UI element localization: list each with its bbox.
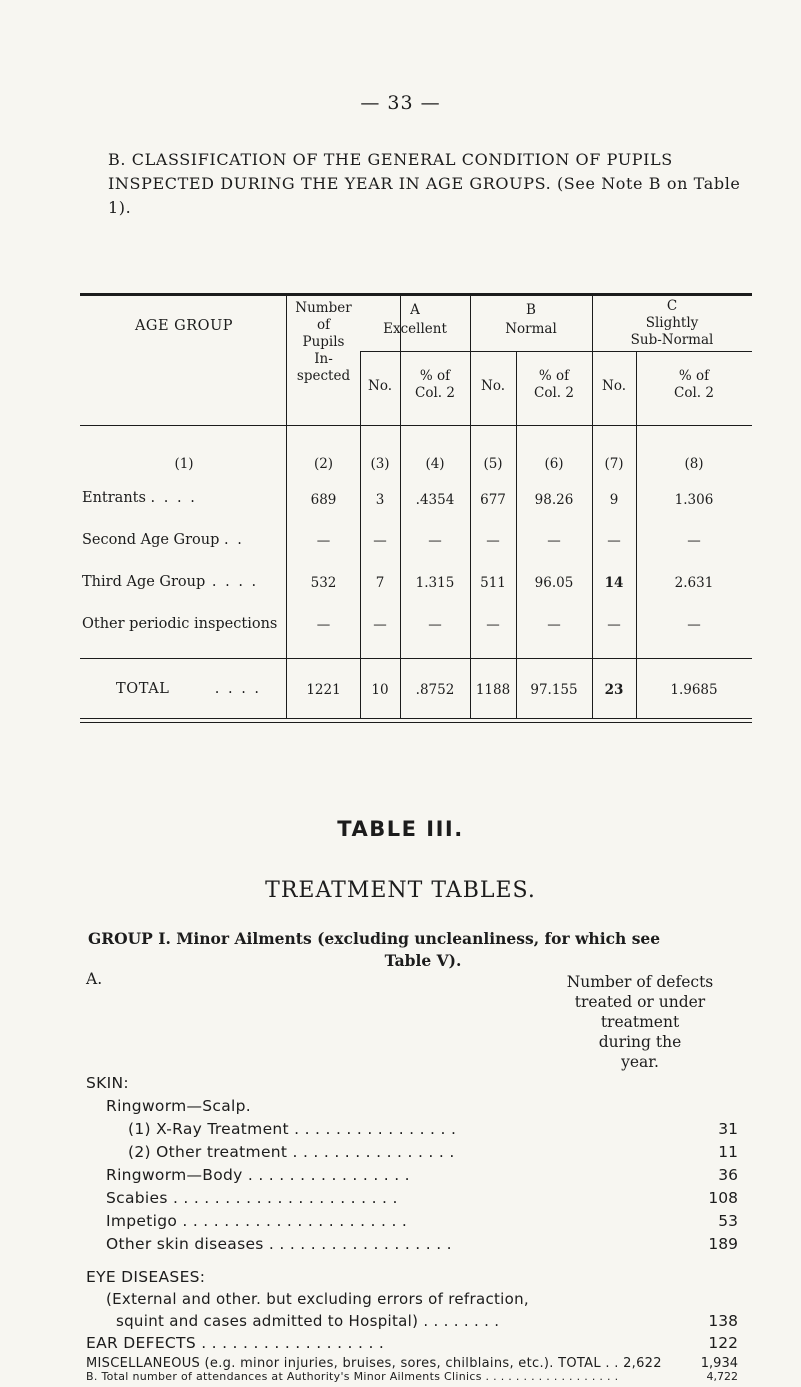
table-cell: 1.9685 bbox=[670, 682, 718, 698]
skin-subheading: Ringworm—Scalp. bbox=[106, 1097, 252, 1115]
item-label-text: MISCELLANEOUS bbox=[86, 1356, 201, 1371]
item-label bbox=[128, 1120, 456, 1138]
no-header: No. bbox=[602, 378, 626, 394]
leader-dots: . . . . . . . . . . . . . . . . . . bbox=[195, 1334, 385, 1352]
item-label bbox=[86, 1356, 662, 1371]
item-label bbox=[106, 1189, 398, 1207]
column-number: (2) bbox=[313, 456, 334, 472]
row-label bbox=[82, 616, 277, 632]
table-cell: .4354 bbox=[415, 492, 455, 508]
table-cell: 96.05 bbox=[534, 575, 574, 591]
header-line: Sub-Normal bbox=[630, 332, 714, 348]
row-label-text: Second Age Group bbox=[82, 532, 220, 548]
item-value: 138 bbox=[708, 1312, 738, 1330]
skin-heading: SKIN: bbox=[86, 1074, 129, 1092]
leader-dots: . . . . bbox=[205, 574, 259, 590]
pupils-header bbox=[287, 300, 360, 385]
item-note: (e.g. minor injuries, bruises, sores, chilblains, etc.). bbox=[204, 1356, 554, 1371]
eye-heading: EYE DISEASES: bbox=[86, 1268, 206, 1286]
leader-dots: . . . . . . . . . . . . . . . . . . bbox=[481, 1370, 619, 1383]
page-number: — 33 — bbox=[360, 92, 441, 114]
row-label bbox=[82, 532, 244, 548]
header-line: B bbox=[526, 302, 536, 318]
no-header: No. bbox=[368, 378, 392, 394]
leader-dots: . . . . bbox=[150, 490, 197, 506]
item-label-text: Scabies bbox=[106, 1189, 168, 1207]
table-title: TABLE III. bbox=[337, 817, 464, 841]
header-line: % of bbox=[419, 368, 451, 384]
table-cell: — bbox=[687, 533, 701, 549]
item-label-text: (1) X-Ray Treatment bbox=[128, 1120, 289, 1138]
table-cell: 1.306 bbox=[674, 492, 714, 508]
pct-header bbox=[516, 368, 592, 402]
table-cell: 10 bbox=[371, 682, 389, 698]
table-cell: — bbox=[373, 533, 387, 549]
item-label-text: Other skin diseases bbox=[106, 1235, 264, 1253]
leader-dots: . . bbox=[224, 532, 244, 548]
item-label-text: squint and cases admitted to Hospital) bbox=[116, 1312, 419, 1330]
item-value: 53 bbox=[718, 1212, 738, 1230]
item-value: 36 bbox=[718, 1166, 738, 1184]
header-line: year. bbox=[621, 1053, 659, 1071]
age-group-header: AGE GROUP bbox=[134, 318, 234, 334]
col-b-header bbox=[470, 302, 592, 338]
header-line: Number bbox=[295, 300, 352, 316]
leader-dots: . . . . . . . . . . . . . . . . bbox=[287, 1143, 455, 1161]
item-label-text: Ringworm—Body bbox=[106, 1166, 243, 1184]
section-a-label: A. bbox=[86, 970, 103, 988]
table-top-rule bbox=[80, 293, 752, 296]
header-line: spected bbox=[296, 368, 351, 384]
total-label: TOTAL bbox=[558, 1356, 601, 1371]
item-label bbox=[86, 1370, 618, 1383]
header-line: during the bbox=[598, 1033, 682, 1051]
header-line: treated or under bbox=[574, 993, 706, 1011]
item-label-text: Impetigo bbox=[106, 1212, 178, 1230]
header-line: C bbox=[666, 298, 678, 314]
table-cell: 3 bbox=[375, 492, 385, 508]
leader-dots: . . . . bbox=[214, 681, 262, 697]
table-cell: — bbox=[486, 533, 500, 549]
header-line: Col. 2 bbox=[534, 385, 574, 401]
table-bottom-rule-2 bbox=[80, 722, 752, 723]
item-value: 1,934 bbox=[700, 1356, 738, 1371]
item-label-text: EAR DEFECTS bbox=[86, 1334, 196, 1352]
leader-dots: . . . . . . . . bbox=[418, 1312, 500, 1330]
table-cell: — bbox=[687, 617, 701, 633]
pct-header bbox=[636, 368, 752, 402]
table-cell: — bbox=[607, 533, 621, 549]
table-cell: 14 bbox=[604, 575, 624, 591]
item-label-text: (2) Other treatment bbox=[128, 1143, 288, 1161]
group-heading-line: GROUP I. Minor Ailments (excluding uncleanliness, for which see bbox=[88, 929, 661, 948]
row-label bbox=[82, 490, 197, 506]
column-number: (4) bbox=[425, 456, 445, 472]
number-column-header bbox=[525, 972, 755, 1072]
group-heading bbox=[88, 928, 758, 972]
column-number: (5) bbox=[483, 456, 503, 472]
table-cell: 1188 bbox=[475, 682, 511, 698]
row-label-text: Entrants bbox=[82, 490, 146, 506]
item-value: 11 bbox=[718, 1143, 738, 1161]
table-bottom-rule bbox=[80, 718, 752, 719]
header-line: Number of defects bbox=[566, 973, 714, 991]
section-heading: B. CLASSIFICATION OF THE GENERAL CONDITION OF PUPILS INSPECTED DURING THE YEAR IN AGE GROUPS. (See Note B on Table 1). bbox=[108, 150, 741, 217]
col-c-header bbox=[592, 298, 752, 349]
item-value: 31 bbox=[718, 1120, 738, 1138]
leader-dots: . . . . . . . . . . . . . . . . . . bbox=[263, 1235, 452, 1253]
header-line: In- bbox=[314, 351, 333, 367]
table-cell: 98.26 bbox=[534, 492, 574, 508]
table-cell: — bbox=[316, 617, 331, 633]
table-cell: 1.315 bbox=[415, 575, 455, 591]
section-b-letter: B. bbox=[86, 1370, 98, 1383]
header-line: % of bbox=[678, 368, 710, 384]
eye-note: (External and other. but excluding errors of refraction, bbox=[106, 1290, 530, 1308]
table-cell: 7 bbox=[375, 575, 385, 591]
header-bottom-rule bbox=[80, 425, 752, 426]
item-label bbox=[106, 1212, 407, 1230]
table-cell: 689 bbox=[310, 492, 337, 508]
table-cell: 677 bbox=[480, 492, 506, 508]
table-cell: — bbox=[547, 617, 561, 633]
row-label bbox=[82, 574, 258, 590]
table-cell: 511 bbox=[480, 575, 506, 591]
table-cell: — bbox=[607, 617, 621, 633]
table-cell: — bbox=[316, 533, 331, 549]
item-value: 4,722 bbox=[706, 1370, 738, 1383]
leader-dots: . . bbox=[600, 1356, 619, 1371]
table-cell: — bbox=[428, 533, 442, 549]
header-line: Slightly bbox=[645, 315, 699, 331]
treatment-tables-title: TREATMENT TABLES. bbox=[265, 878, 536, 903]
no-header: No. bbox=[481, 378, 505, 394]
column-number: (1) bbox=[174, 456, 194, 472]
pct-header bbox=[400, 368, 470, 402]
item-value: 108 bbox=[708, 1189, 738, 1207]
table-cell: 9 bbox=[609, 492, 619, 508]
header-line: % of bbox=[538, 368, 570, 384]
row-label-text: Other periodic inspections bbox=[82, 616, 278, 632]
table-cell: 1221 bbox=[306, 682, 341, 698]
table-cell: .8752 bbox=[415, 682, 455, 698]
leader-dots: . . . . . . . . . . . . . . . . . . . . . . bbox=[177, 1212, 408, 1230]
table-cell: — bbox=[486, 617, 500, 633]
item-value: 189 bbox=[708, 1235, 738, 1253]
item-label bbox=[106, 1235, 452, 1253]
column-number: (3) bbox=[370, 456, 390, 472]
table-cell: 2.631 bbox=[674, 575, 714, 591]
item-value: 122 bbox=[708, 1334, 738, 1352]
leader-dots: . . . . . . . . . . . . . . . . bbox=[288, 1120, 457, 1138]
item-label bbox=[128, 1143, 455, 1161]
table-cell: — bbox=[373, 617, 387, 633]
group-heading-line: Table V). bbox=[384, 951, 462, 970]
leader-dots: . . . . . . . . . . . . . . . . bbox=[242, 1166, 410, 1184]
header-line: Normal bbox=[505, 321, 557, 337]
total-top-rule bbox=[80, 658, 752, 659]
item-label-text: Total number of attendances at Authority's Minor Ailments bbox=[101, 1370, 441, 1383]
table-cell: 97.155 bbox=[530, 682, 578, 698]
table-cell: — bbox=[547, 533, 561, 549]
item-label bbox=[106, 1166, 410, 1184]
item-label bbox=[86, 1334, 384, 1352]
header-line: Pupils bbox=[302, 334, 345, 350]
table-cell: — bbox=[428, 617, 442, 633]
table-cell: 23 bbox=[604, 682, 624, 698]
item-label-text: Clinics bbox=[444, 1370, 482, 1383]
row-label bbox=[116, 681, 261, 697]
table-cell: 532 bbox=[310, 575, 337, 591]
item-label bbox=[116, 1312, 499, 1330]
row-label-text: TOTAL bbox=[116, 681, 170, 697]
header-line: of bbox=[316, 317, 331, 333]
row-label-text: Third Age Group bbox=[82, 574, 206, 590]
header-sub-rule bbox=[360, 351, 752, 352]
header-line: Excellent bbox=[383, 321, 447, 337]
col-a-header bbox=[360, 302, 470, 338]
header-line: treatment bbox=[600, 1013, 680, 1031]
column-number: (8) bbox=[684, 456, 704, 472]
column-number: (7) bbox=[604, 456, 624, 472]
header-line: Col. 2 bbox=[674, 385, 714, 401]
header-line: A bbox=[410, 302, 420, 318]
column-number: (6) bbox=[544, 456, 564, 472]
leader-dots: . . . . . . . . . . . . . . . . . . . . . . bbox=[167, 1189, 398, 1207]
total-value: 2,622 bbox=[623, 1356, 662, 1371]
header-line: Col. 2 bbox=[415, 385, 455, 401]
